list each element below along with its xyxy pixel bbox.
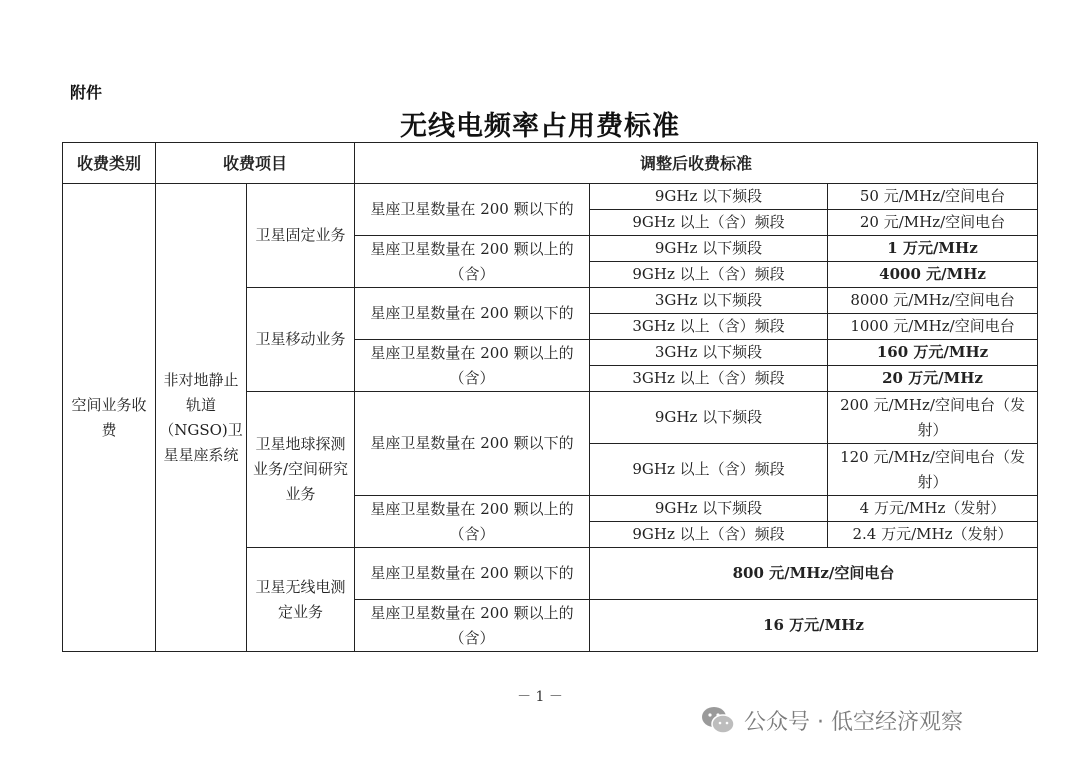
tier-cell: 星座卫星数量在 200 颗以下的 <box>355 548 590 600</box>
band-cell: 9GHz 以上（含）频段 <box>590 210 828 236</box>
band-cell: 3GHz 以上（含）频段 <box>590 366 828 392</box>
wechat-icon <box>700 705 736 735</box>
band-cell: 9GHz 以下频段 <box>590 496 828 522</box>
fee-cell: 16 万元/MHz <box>590 600 1038 652</box>
fee-cell: 1000 元/MHz/空间电台 <box>828 314 1038 340</box>
tier-cell: 星座卫星数量在 200 颗以上的（含） <box>355 496 590 548</box>
tier-cell: 星座卫星数量在 200 颗以上的（含） <box>355 340 590 392</box>
tier-cell: 星座卫星数量在 200 颗以下的 <box>355 184 590 236</box>
tier-cell: 星座卫星数量在 200 颗以上的（含） <box>355 236 590 288</box>
watermark-text: 公众号 · 低空经济观察 <box>744 709 963 735</box>
fee-cell: 2.4 万元/MHz（发射） <box>828 522 1038 548</box>
service-fixed: 卫星固定业务 <box>247 184 355 288</box>
fee-cell: 120 元/MHz/空间电台（发射） <box>828 444 1038 496</box>
band-cell: 9GHz 以下频段 <box>590 236 828 262</box>
fee-cell: 4000 元/MHz <box>828 262 1038 288</box>
header-row <box>63 143 1038 184</box>
band-cell: 3GHz 以下频段 <box>590 340 828 366</box>
fee-cell: 4 万元/MHz（发射） <box>828 496 1038 522</box>
table-row <box>63 184 1038 210</box>
header-standard: 调整后收费标准 <box>355 143 1038 184</box>
fee-cell: 1 万元/MHz <box>828 236 1038 262</box>
band-cell: 9GHz 以上（含）频段 <box>590 444 828 496</box>
band-cell: 3GHz 以下频段 <box>590 288 828 314</box>
service-earth: 卫星地球探测业务/空间研究业务 <box>247 392 355 548</box>
band-cell: 9GHz 以下频段 <box>590 184 828 210</box>
fee-cell: 800 元/MHz/空间电台 <box>590 548 1038 600</box>
service-mobile: 卫星移动业务 <box>247 288 355 392</box>
fee-cell: 8000 元/MHz/空间电台 <box>828 288 1038 314</box>
watermark <box>700 702 963 738</box>
tier-cell: 星座卫星数量在 200 颗以上的（含） <box>355 600 590 652</box>
page-title: 无线电频率占用费标准 <box>400 111 680 142</box>
fee-cell: 50 元/MHz/空间电台 <box>828 184 1038 210</box>
header-item: 收费项目 <box>156 143 355 184</box>
service-radiodetermination: 卫星无线电测定业务 <box>247 548 355 652</box>
fee-table <box>62 142 1038 652</box>
band-cell: 9GHz 以上（含）频段 <box>590 262 828 288</box>
header-category: 收费类别 <box>63 143 156 184</box>
attachment-label: 附件 <box>70 83 103 102</box>
system-cell: 非对地静止轨道（NGSO)卫星星座系统 <box>156 184 247 652</box>
page-number: － 1 － <box>517 689 563 705</box>
fee-cell: 160 万元/MHz <box>828 340 1038 366</box>
tier-cell: 星座卫星数量在 200 颗以下的 <box>355 288 590 340</box>
band-cell: 3GHz 以上（含）频段 <box>590 314 828 340</box>
band-cell: 9GHz 以下频段 <box>590 392 828 444</box>
fee-cell: 20 万元/MHz <box>828 366 1038 392</box>
fee-cell: 200 元/MHz/空间电台（发射） <box>828 392 1038 444</box>
tier-cell: 星座卫星数量在 200 颗以下的 <box>355 392 590 496</box>
category-cell: 空间业务收费 <box>63 184 156 652</box>
fee-cell: 20 元/MHz/空间电台 <box>828 210 1038 236</box>
band-cell: 9GHz 以上（含）频段 <box>590 522 828 548</box>
